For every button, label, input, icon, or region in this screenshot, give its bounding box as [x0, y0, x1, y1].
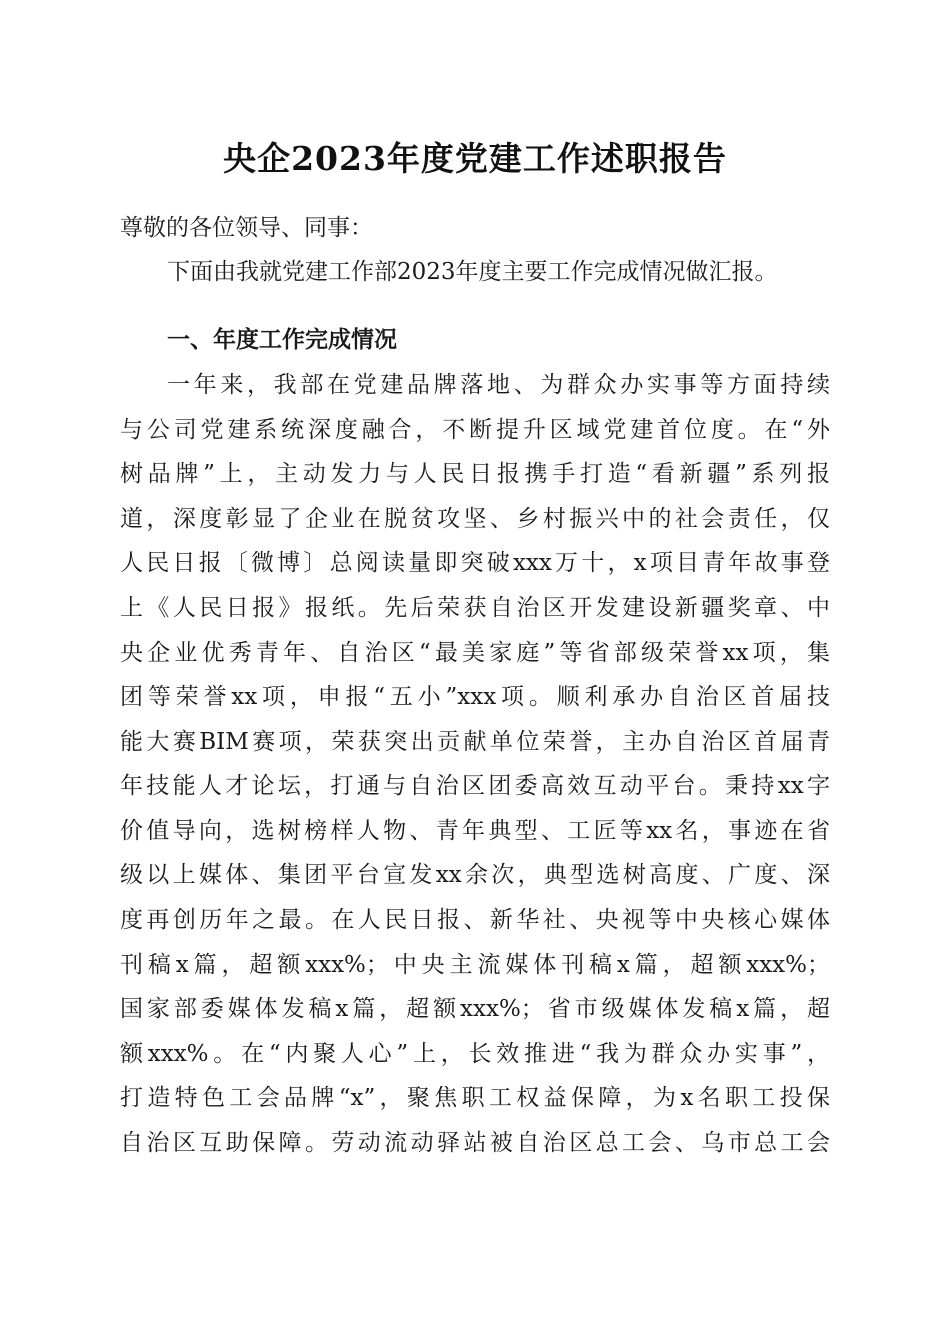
paragraph-line: 打造特色工会品牌“x”，聚焦职工权益保障，为x名职工投保 — [120, 1085, 830, 1111]
section-heading: 一、年度工作完成情况 — [167, 327, 397, 353]
paragraph-line: 树品牌”上，主动发力与人民日报携手打造“看新疆”系列报 — [120, 461, 830, 487]
paragraph-line: 刊稿x篇，超额xxx%；中央主流媒体刊稿x篇，超额xxx%； — [120, 952, 830, 978]
paragraph-line: 度再创历年之最。在人民日报、新华社、央视等中央核心媒体 — [120, 907, 830, 933]
paragraph-line: 道，深度彰显了企业在脱贫攻坚、乡村振兴中的社会责任，仅 — [120, 506, 830, 532]
paragraph-line: 级以上媒体、集团平台宣发xx余次，典型选树高度、广度、深 — [120, 862, 830, 888]
paragraph-line: 国家部委媒体发稿x篇，超额xxx%；省市级媒体发稿x篇，超 — [120, 996, 830, 1022]
paragraph-line: 一年来，我部在党建品牌落地、为群众办实事等方面持续 — [167, 372, 830, 398]
paragraph-line: 能大赛BIM赛项，荣获突出贡献单位荣誉，主办自治区首届青 — [120, 729, 830, 755]
paragraph-line: 与公司党建系统深度融合，不断提升区域党建首位度。在“外 — [120, 417, 830, 443]
document-title: 央企2023年度党建工作述职报告 — [223, 139, 727, 178]
paragraph-line: 额xxx%。在“内聚人心”上，长效推进“我为群众办实事”， — [120, 1041, 830, 1067]
salutation: 尊敬的各位领导、同事： — [120, 215, 373, 241]
paragraph-line: 央企业优秀青年、自治区“最美家庭”等省部级荣誉xx项，集 — [120, 640, 830, 666]
paragraph-line: 团等荣誉xx项，申报“五小”xxx项。顺利承办自治区首届技 — [120, 684, 830, 710]
intro-paragraph: 下面由我就党建工作部2023年度主要工作完成情况做汇报。 — [167, 259, 778, 285]
paragraph-line: 人民日报〔微博〕总阅读量即突破xxx万十，x项目青年故事登 — [120, 550, 830, 576]
paragraph-line: 自治区互助保障。劳动流动驿站被自治区总工会、乌市总工会 — [120, 1130, 830, 1156]
paragraph-line: 上《人民日报》报纸。先后荣获自治区开发建设新疆奖章、中 — [120, 595, 830, 621]
paragraph-line: 价值导向，选树榜样人物、青年典型、工匠等xx名，事迹在省 — [120, 818, 830, 844]
paragraph-line: 年技能人才论坛，打通与自治区团委高效互动平台。秉持xx字 — [120, 773, 830, 799]
